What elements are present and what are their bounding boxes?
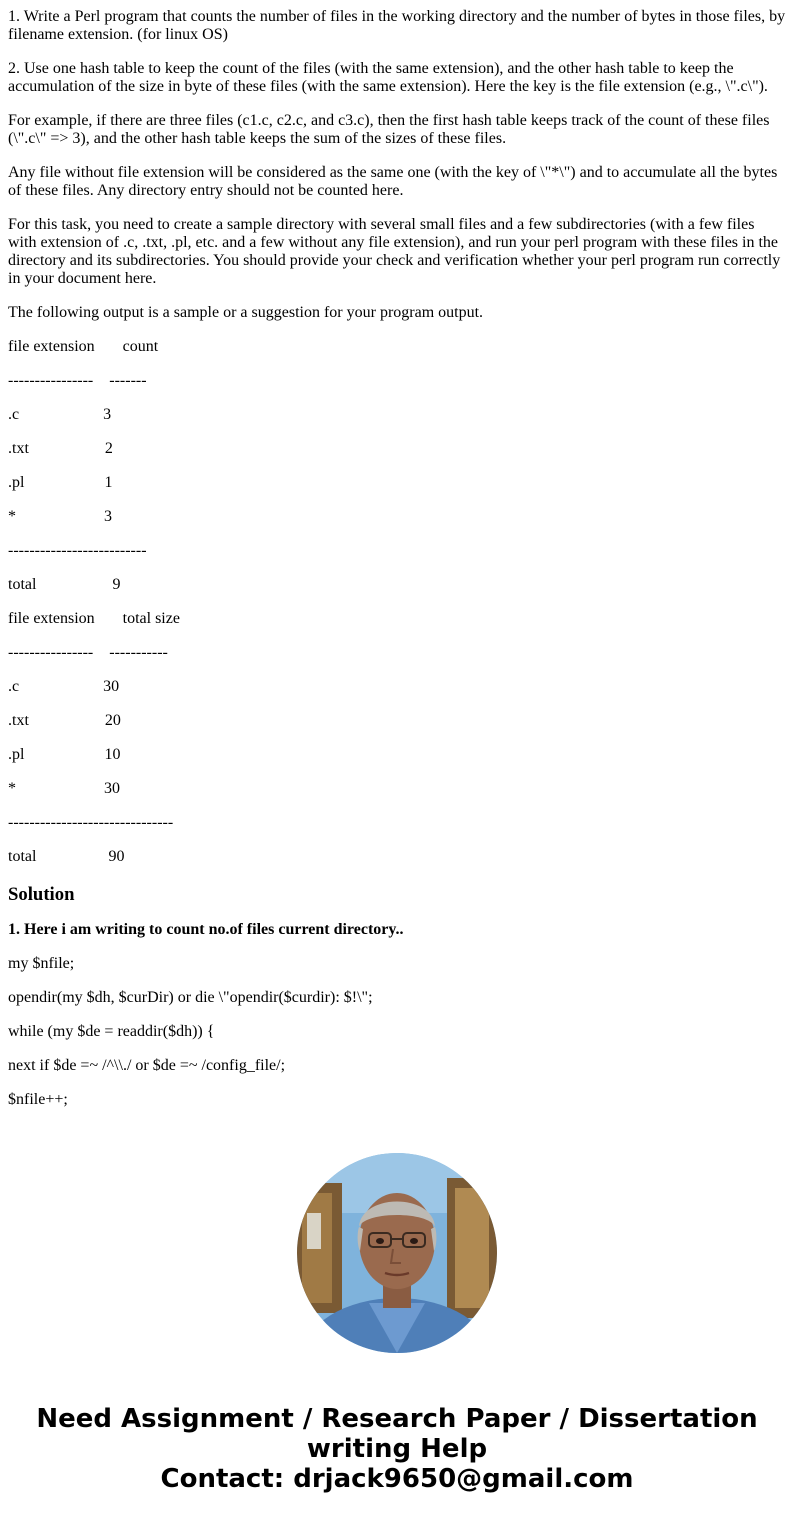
promo-contact-line: Contact: drjack9650@gmail.com bbox=[160, 1464, 634, 1494]
tutor-photo bbox=[297, 1153, 497, 1353]
count-table-separator: -------------------------- bbox=[8, 542, 147, 559]
tutor-portrait-image bbox=[297, 1153, 497, 1353]
no-extension-paragraph: Any file without file extension will be considered as the same one (with the key of \"*\") and to accumulate all the bytes of these files. Any directory entry should not be counted here. bbox=[8, 164, 778, 199]
count-table-row: .txt 2 bbox=[8, 440, 113, 457]
size-table-underline: ---------------- ----------- bbox=[8, 644, 168, 661]
example-paragraph: For example, if there are three files (c1.c, c2.c, and c3.c), then the first hash table keeps track of the count of these files (\".c\" => 3), and the other hash table keeps the sum of the sizes of these files. bbox=[8, 112, 770, 147]
size-table-header: file extension total size bbox=[8, 610, 180, 627]
size-table-total: total 90 bbox=[8, 848, 125, 865]
code-line: next if $de =~ /^\\./ or $de =~ /config_file/; bbox=[8, 1057, 286, 1074]
size-table-row: .pl 10 bbox=[8, 746, 121, 763]
question-paragraph-1: 1. Write a Perl program that counts the number of files in the working directory and the number of bytes in those files, by filename extension. (for linux OS) bbox=[8, 8, 786, 43]
task-paragraph: For this task, you need to create a sample directory with several small files and a few subdirectories (with a few files with extension of .c, .txt, .pl, etc. and a few without any file extension), and run your perl program with these files in the directory and its subdirectories. You should provide your check and verification whether your perl program run correctly in your document here. bbox=[8, 216, 781, 287]
size-table-separator: ------------------------------- bbox=[8, 814, 174, 831]
solution-section bbox=[8, 884, 786, 1109]
count-table-row: * 3 bbox=[8, 508, 112, 525]
code-line: opendir(my $dh, $curDir) or die \"opendir($curdir): $!\"; bbox=[8, 989, 373, 1006]
code-line: $nfile++; bbox=[8, 1091, 68, 1108]
code-line: my $nfile; bbox=[8, 955, 75, 972]
size-table-row: .txt 20 bbox=[8, 712, 121, 729]
promo-banner bbox=[0, 1404, 794, 1494]
question-paragraph-2: 2. Use one hash table to keep the count of the files (with the same extension), and the other hash table to keep the accumulation of the size in byte of these files (with the same extension). Here the key is the file extension (e.g., \".c\"). bbox=[8, 60, 768, 95]
count-table-total: total 9 bbox=[8, 576, 121, 593]
count-table bbox=[8, 338, 786, 594]
question-section bbox=[8, 8, 786, 866]
size-table bbox=[8, 610, 786, 866]
solution-heading: Solution bbox=[8, 884, 75, 905]
promo-line-2: writing Help bbox=[306, 1434, 488, 1464]
size-table-row: .c 30 bbox=[8, 678, 120, 695]
promo-line-1: Need Assignment / Research Paper / Dissertation bbox=[36, 1404, 758, 1434]
solution-step-title: 1. Here i am writing to count no.of files current directory.. bbox=[8, 921, 404, 938]
sample-output-intro: The following output is a sample or a suggestion for your program output. bbox=[8, 304, 484, 321]
count-table-underline: ---------------- ------- bbox=[8, 372, 147, 389]
count-table-header: file extension count bbox=[8, 338, 159, 355]
count-table-row: .c 3 bbox=[8, 406, 112, 423]
code-line: while (my $de = readdir($dh)) { bbox=[8, 1023, 215, 1040]
count-table-row: .pl 1 bbox=[8, 474, 113, 491]
size-table-row: * 30 bbox=[8, 780, 120, 797]
